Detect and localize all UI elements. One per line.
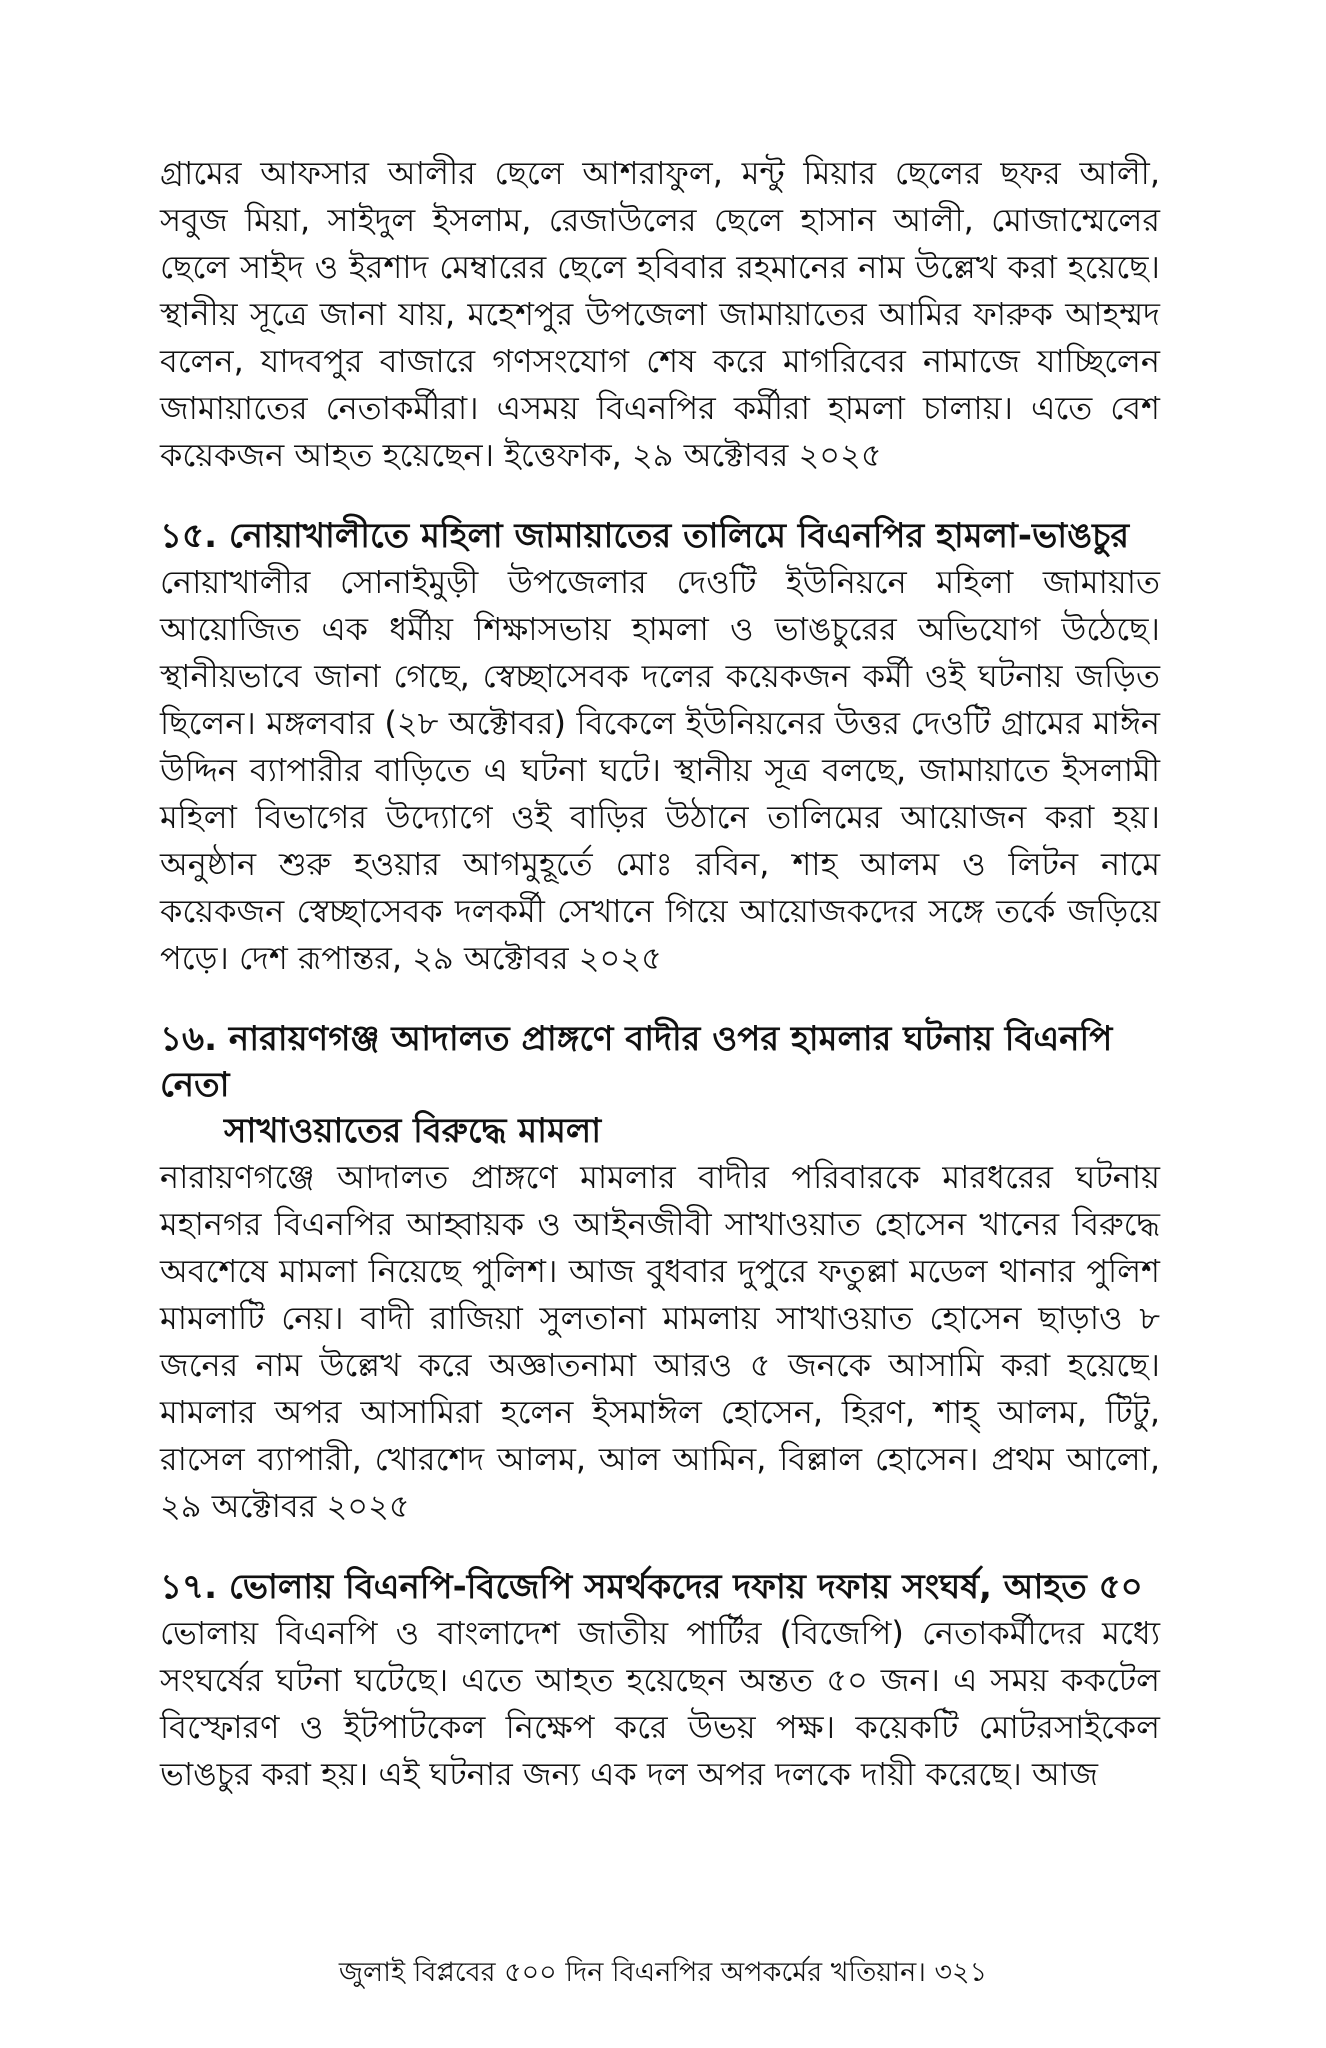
section-17 [160,1564,1160,1798]
section-body-17: ভোলায় বিএনপি ও বাংলাদেশ জাতীয় পার্টির (বিজেপি) নেতাকর্মীদের মধ্যে সংঘর্ষের ঘটনা ঘটেছে। এতে আহত হয়েছেন অন্তত ৫০ জন। এ সময় ককটেল বিস্ফোরণ ও ইটপাটকেল নিক্ষেপ করে উভয় পক্ষ। কয়েকটি মোটরসাইকেল ভাঙচুর করা হয়। এই ঘটনার জন্য এক দল অপর দলকে দায়ী করেছে। আজ [160,1614,1160,1793]
top-paragraph: গ্রামের আফসার আলীর ছেলে আশরাফুল, মন্টু মিয়ার ছেলের ছফর আলী, সবুজ মিয়া, সাইদুল ইসলাম, রেজাউলের ছেলে হাসান আলী, মোজাম্মেলের ছেলে সাইদ ও ইরশাদ মেম্বারের ছেলে হবিবার রহমানের নাম উল্লেখ করা হয়েছে। স্থানীয় সূত্রে জানা যায়, মহেশপুর উপজেলা জামায়াতের আমির ফারুক আহম্মদ বলেন, যাদবপুর বাজারে গণসংযোগ শেষ করে মাগরিবের নামাজে যাচ্ছিলেন জামায়াতের নেতাকর্মীরা। এসময় বিএনপির কর্মীরা হামলা চালায়। এতে বেশ কয়েকজন আহত হয়েছেন। ইত্তেফাক, ২৯ অক্টোবর ২০২৫ [160,154,1160,474]
section-15 [160,513,1160,982]
section-body-16: নারায়ণগঞ্জে আদালত প্রাঙ্গণে মামলার বাদীর পরিবারকে মারধরের ঘটনায় মহানগর বিএনপির আহ্বায়ক ও আইনজীবী সাখাওয়াত হোসেন খানের বিরুদ্ধে অবশেষে মামলা নিয়েছে পুলিশ। আজ বুধবার দুপুরে ফতুল্লা মডেল থানার পুলিশ মামলাটি নেয়। বাদী রাজিয়া সুলতানা মামলায় সাখাওয়াত হোসেন ছাড়াও ৮ জনের নাম উল্লেখ করে অজ্ঞাতনামা আরও ৫ জনকে আসামি করা হয়েছে। মামলার অপর আসামিরা হলেন ইসমাঈল হোসেন, হিরণ, শাহ্ আলম, টিটু, রাসেল ব্যাপারী, খোরশেদ আলম, আল আমিন, বিল্লাল হোসেন। প্রথম আলো, ২৯ অক্টোবর ২০২৫ [160,1158,1160,1525]
section-body-15: নোয়াখালীর সোনাইমুড়ী উপজেলার দেওটি ইউনিয়নে মহিলা জামায়াত আয়োজিত এক ধর্মীয় শিক্ষাসভায় হামলা ও ভাঙচুরের অভিযোগ উঠেছে। স্থানীয়ভাবে জানা গেছে, স্বেচ্ছাসেবক দলের কয়েকজন কর্মী ওই ঘটনায় জড়িত ছিলেন। মঙ্গলবার (২৮ অক্টোবর) বিকেলে ইউনিয়নের উত্তর দেওটি গ্রামের মাঈন উদ্দিন ব্যাপারীর বাড়িতে এ ঘটনা ঘটে। স্থানীয় সূত্র বলছে, জামায়াতে ইসলামী মহিলা বিভাগের উদ্যোগে ওই বাড়ির উঠানে তালিমের আয়োজন করা হয়। অনুষ্ঠান শুরু হওয়ার আগমুহূর্তে মোঃ রবিন, শাহ আলম ও লিটন নামে কয়েকজন স্বেচ্ছাসেবক দলকর্মী সেখানে গিয়ে আয়োজকদের সঙ্গে তর্কে জড়িয়ে পড়ে। দেশ রূপান্তর, ২৯ অক্টোবর ২০২৫ [160,563,1160,977]
section-heading-16: ১৬. নারায়ণগঞ্জ আদালত প্রাঙ্গণে বাদীর ওপর হামলার ঘটনায় বিএনপি নেতা [160,1019,1113,1105]
section-heading-15: ১৫. নোয়াখালীতে মহিলা জামায়াতের তালিমে বিএনপির হামলা-ভাঙচুর [160,516,1130,556]
page-footer: জুলাই বিপ্লবের ৫০০ দিন বিএনপির অপকর্মের খতিয়ান। ৩২১ [338,1957,988,1988]
section-16 [160,1016,1160,1530]
page-body [160,150,1160,1798]
section-heading-16-continued: সাখাওয়াতের বিরুদ্ধে মামলা [224,1111,602,1151]
section-heading-17: ১৭. ভোলায় বিএনপি-বিজেপি সমর্থকদের দফায় দফায় সংঘর্ষ, আহত ৫০ [160,1567,1143,1607]
